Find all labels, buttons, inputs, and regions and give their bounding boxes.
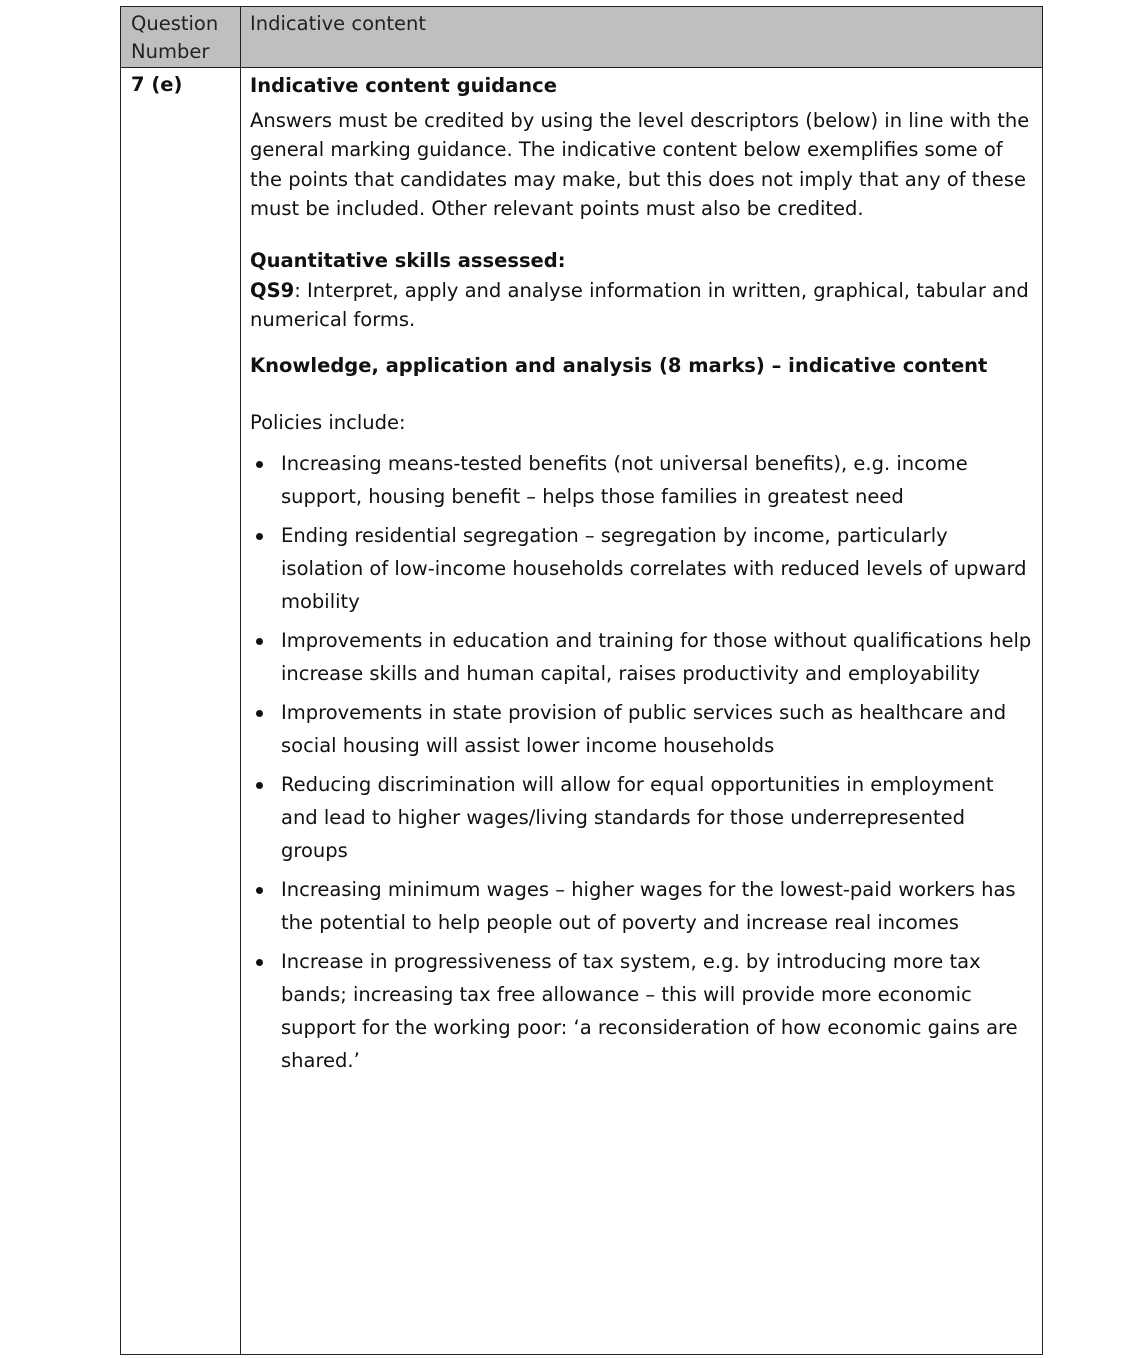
table-header-row <box>121 7 1042 68</box>
header-question-number: Question Number <box>131 12 219 63</box>
list-item <box>250 624 1035 690</box>
question-number: 7 (e) <box>131 73 183 96</box>
skills-description: : Interpret, apply and analyse information in written, graphical, tabular and numerical forms. <box>250 279 1029 332</box>
policy-text: Increase in progressiveness of tax system, e.g. by introducing more tax bands; increasing tax free allowance – this will provide more economic support for the working poor: ‘a reconsideration of how economic gains are shared.’ <box>281 950 1018 1072</box>
policies-list <box>250 447 1035 1083</box>
header-indicative-content: Indicative content <box>250 12 427 35</box>
list-item <box>250 519 1035 618</box>
skills-text <box>250 276 1035 335</box>
skills-code: QS9 <box>250 279 295 302</box>
skills-title: Quantitative skills assessed: <box>250 249 566 272</box>
bullet-icon <box>256 710 263 717</box>
bullet-icon <box>256 887 263 894</box>
list-item <box>250 696 1035 762</box>
list-item <box>250 945 1035 1077</box>
list-item <box>250 768 1035 867</box>
bullet-icon <box>256 638 263 645</box>
policy-text: Increasing means-tested benefits (not universal benefits), e.g. income support, housing benefit – helps those families in greatest need <box>281 452 968 508</box>
policy-text: Ending residential segregation – segregation by income, particularly isolation of low-income households correlates with reduced levels of upward mobility <box>281 524 1027 613</box>
list-item <box>250 873 1035 939</box>
bullet-icon <box>256 461 263 468</box>
guidance-text: Answers must be credited by using the level descriptors (below) in line with the general marking guidance. The indicative content below exemplifies some of the points that candidates may make, but this does not imply that any of these must be included. Other relevant points must also be credited. <box>250 109 1030 220</box>
list-item <box>250 447 1035 513</box>
guidance-title: Indicative content guidance <box>250 74 557 97</box>
bullet-icon <box>256 533 263 540</box>
policy-text: Increasing minimum wages – higher wages for the lowest-paid workers has the potential to help people out of poverty and increase real incomes <box>281 878 1016 934</box>
policy-text: Reducing discrimination will allow for equal opportunities in employment and lead to higher wages/living standards for those underrepresented groups <box>281 773 994 862</box>
kaa-title: Knowledge, application and analysis (8 marks) – indicative content <box>250 354 988 377</box>
mark-scheme-table <box>120 6 1043 1355</box>
policies-intro: Policies include: <box>250 411 406 434</box>
bullet-icon <box>256 959 263 966</box>
policy-text: Improvements in education and training for those without qualifications help increase skills and human capital, raises productivity and employability <box>281 629 1032 685</box>
bullet-icon <box>256 782 263 789</box>
column-divider <box>240 7 241 1354</box>
policy-text: Improvements in state provision of public services such as healthcare and social housing will assist lower income households <box>281 701 1007 757</box>
